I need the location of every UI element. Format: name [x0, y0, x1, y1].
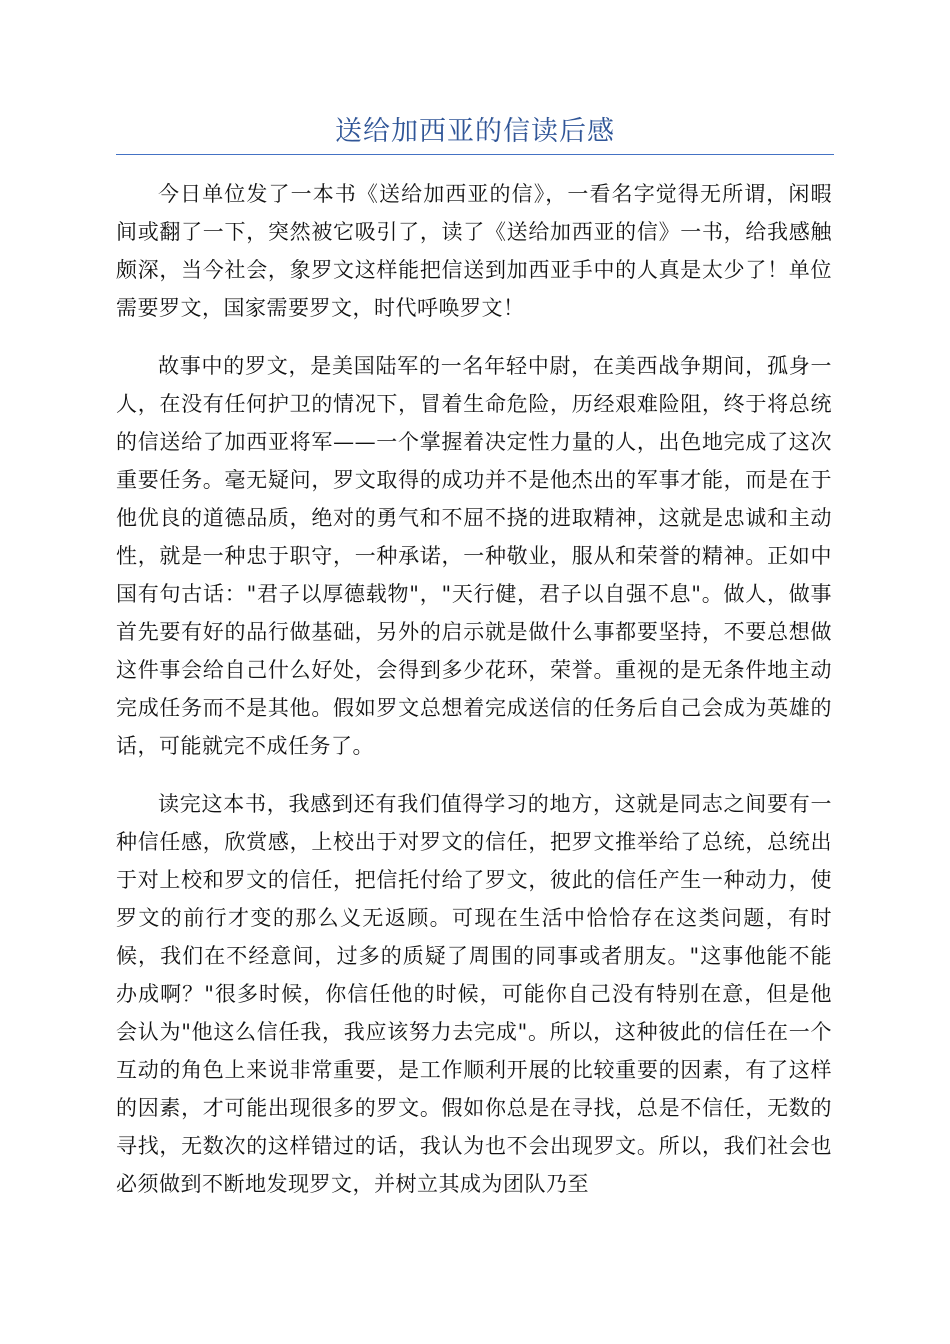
paragraph-3: 读完这本书，我感到还有我们值得学习的地方，这就是同志之间要有一种信任感，欣赏感，上校出于对罗文的信任，把罗文推举给了总统，总统出于对上校和罗文的信任，把信托付给了罗文，彼此的信任产生一种动力，使罗文的前行才变的那么义无返顾。可现在生活中恰恰存在这类问题，有时候，我们在不经意间，过多的质疑了周围的同事或者朋友。"这事他能不能办成啊？"很多时候，你信任他的时候，可能你自己没有特别在意，但是他会认为"他这么信任我，我应该努力去完成"。所以，这种彼此的信任在一个互动的角色上来说非常重要，是工作顺利开展的比较重要的因素，有了这样的因素，才可能出现很多的罗文。假如你总是在寻找，总是不信任，无数的寻找，无数次的这样错过的话，我认为也不会出现罗文。所以，我们社会也必须做到不断地发现罗文，并树立其成为团队乃至 — [116, 792, 832, 1196]
document-title: 送给加西亚的信读后感 — [335, 116, 615, 147]
document-body — [116, 175, 832, 1223]
paragraph-2: 故事中的罗文，是美国陆军的一名年轻中尉，在美西战争期间，孤身一人，在没有任何护卫的情况下，冒着生命危险，历经艰难险阻，终于将总统的信送给了加西亚将军——一个掌握着决定性力量的人，出色地完成了这次重要任务。毫无疑问，罗文取得的成功并不是他杰出的军事才能，而是在于他优良的道德品质，绝对的勇气和不屈不挠的进取精神，这就是忠诚和主动性，就是一种忠于职守，一种承诺，一种敬业，服从和荣誉的精神。正如中国有句古话："君子以厚德载物"，"天行健，君子以自强不息"。做人，做事首先要有好的品行做基础，另外的启示就是做什么事都要坚持，不要总想做这件事会给自己什么好处，会得到多少花环，荣誉。重视的是无条件地主动完成任务而不是其他。假如罗文总想着完成送信的任务后自己会成为英雄的话，可能就完不成任务了。 — [116, 354, 832, 758]
title-underline — [116, 154, 834, 155]
paragraph-1: 今日单位发了一本书《送给加西亚的信》，一看名字觉得无所谓，闲暇间或翻了一下，突然被它吸引了，读了《送给加西亚的信》一书，给我感触颇深，当今社会，象罗文这样能把信送到加西亚手中的人真是太少了！单位需要罗文，国家需要罗文，时代呼唤罗文！ — [116, 182, 832, 320]
